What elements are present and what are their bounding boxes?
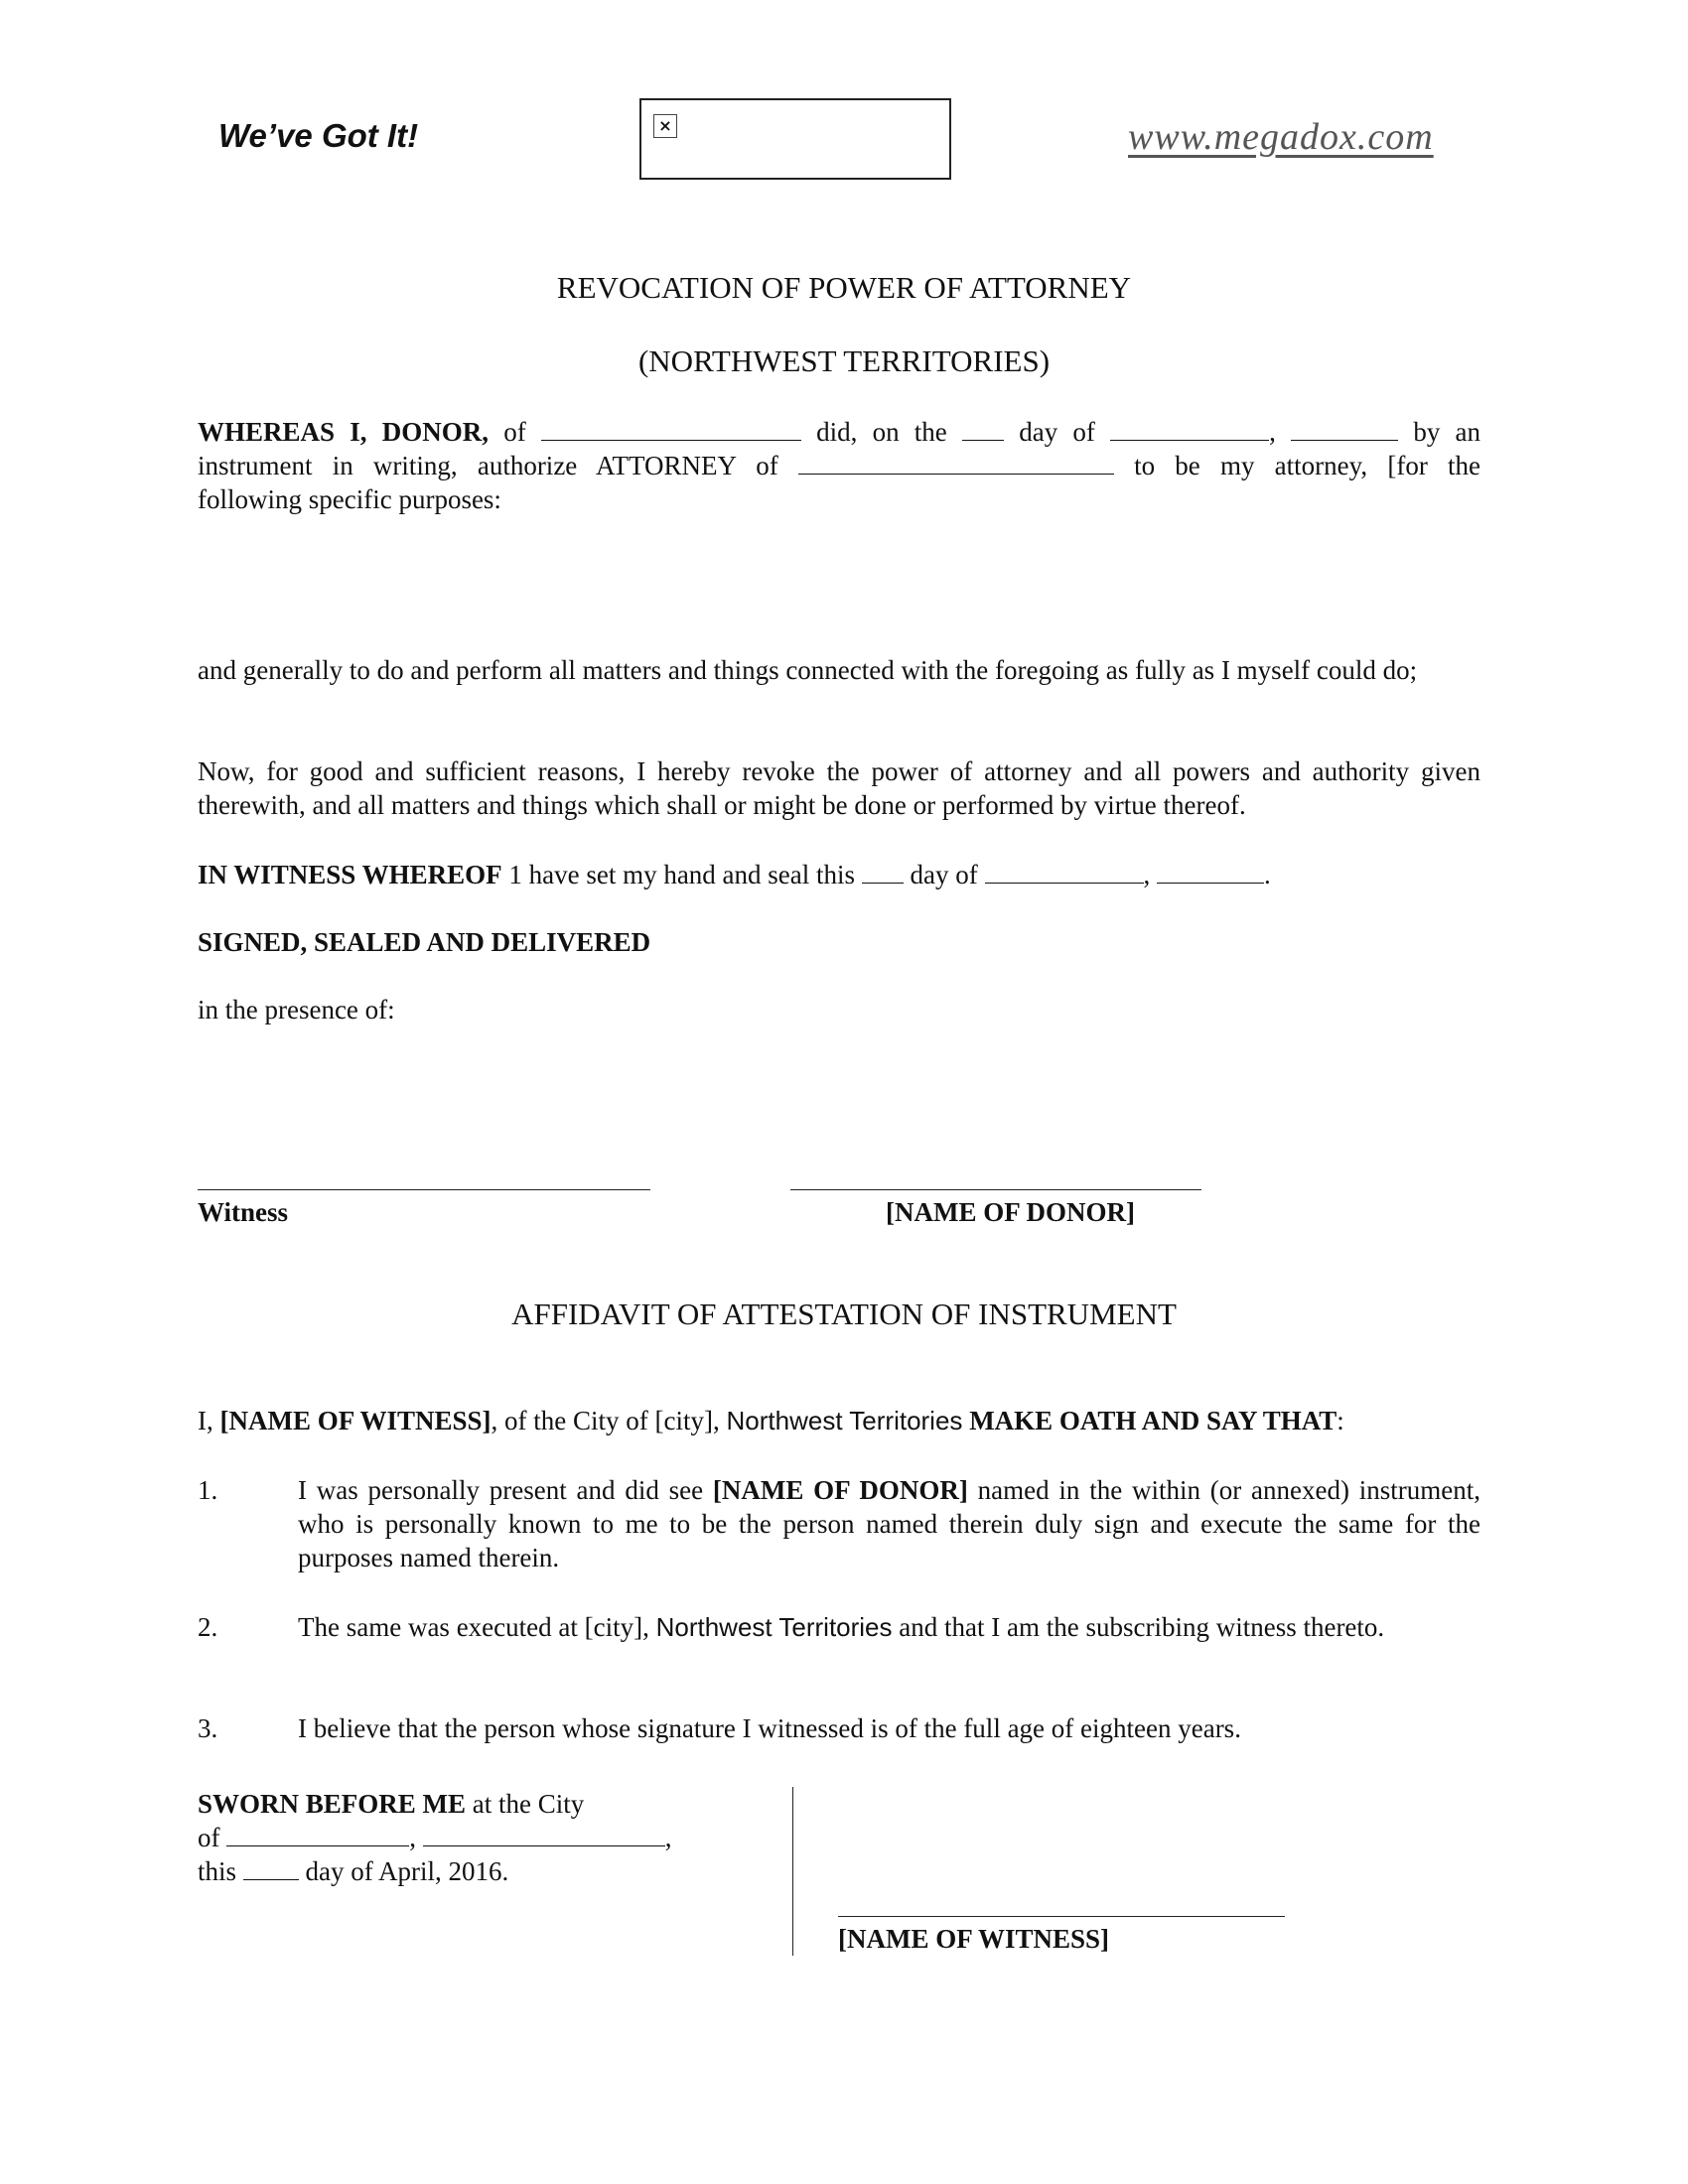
sworn-province-blank[interactable] <box>423 1822 665 1846</box>
year-blank[interactable] <box>1291 416 1398 441</box>
whereas-line-2: instrument in writing, authorize ATTORNEY of to be my attorney, [for the <box>198 451 1481 480</box>
whereas-line-3: following specific purposes: <box>198 484 501 514</box>
sworn-day-blank[interactable] <box>243 1855 299 1880</box>
witness-year-blank[interactable] <box>1157 859 1264 884</box>
witness-name-label: [NAME OF WITNESS] <box>838 1924 1110 1954</box>
generally-paragraph: and generally to do and perform all matters and things connected with the foregoing as fully as I myself could do; <box>198 655 1418 685</box>
document-subtitle: (NORTHWEST TERRITORIES) <box>637 343 1051 378</box>
item-number: 3. <box>198 1713 218 1743</box>
affidavit-item-3: I believe that the person whose signature I witnessed is of the full age of eighteen years. <box>298 1713 1241 1743</box>
witness-signature-line[interactable] <box>198 1189 650 1190</box>
attorney-address-blank[interactable] <box>798 450 1114 475</box>
witness-clause: IN WITNESS WHEREOF 1 have set my hand and seal this day of , . <box>198 860 1271 889</box>
affidavit-title: AFFIDAVIT OF ATTESTATION OF INSTRUMENT <box>511 1297 1177 1331</box>
witness-label: Witness <box>198 1197 289 1227</box>
donor-label: [NAME OF DONOR] <box>886 1197 1135 1227</box>
item-number: 2. <box>198 1612 218 1642</box>
sworn-city-blank[interactable] <box>226 1822 409 1846</box>
whereas-line-1: WHEREAS I, DONOR, of did, on the day of , by an <box>198 417 1481 447</box>
witness-affidavit-signature-line[interactable] <box>838 1916 1285 1917</box>
donor-signature-line[interactable] <box>790 1189 1201 1190</box>
document-title: REVOCATION OF POWER OF ATTORNEY <box>556 270 1132 305</box>
affidavit-item-2: The same was executed at [city], Northwest Territories and that I am the subscribing witness thereto. <box>298 1612 1385 1642</box>
website-link[interactable]: www.megadox.com <box>1128 116 1434 158</box>
affidavit-item-1: I was personally present and did see [NAME OF DONOR] named in the within (or annexed) instrument, who is personally known to me to be the person named therein duly sign and execute the same for the purposes named therein. <box>298 1475 1480 1572</box>
revoke-paragraph: Now, for good and sufficient reasons, I hereby revoke the power of attorney and all powers and authority given therewith, and all matters and things which shall or might be done or performed by virtue thereof. <box>198 756 1480 820</box>
broken-image-icon: × <box>653 114 677 138</box>
affidavit-intro: I, [NAME OF WITNESS], of the City of [city], Northwest Territories MAKE OATH AND SAY THAT: <box>198 1406 1344 1435</box>
signed-heading: SIGNED, SEALED AND DELIVERED <box>198 927 651 957</box>
donor-address-blank[interactable] <box>541 416 801 441</box>
brand-slogan: We’ve Got It! <box>218 117 419 154</box>
whereas-lead: WHEREAS I, DONOR, <box>198 417 489 447</box>
witness-day-blank[interactable] <box>862 859 904 884</box>
presence-text: in the presence of: <box>198 995 395 1024</box>
month-blank[interactable] <box>1110 416 1269 441</box>
logo-placeholder <box>639 98 951 180</box>
witness-month-blank[interactable] <box>985 859 1144 884</box>
day-blank[interactable] <box>962 416 1004 441</box>
column-divider <box>792 1787 793 1956</box>
whereas-paragraph <box>198 415 1480 516</box>
sworn-block: SWORN BEFORE ME at the City of , , this day of April, 2016. <box>198 1789 672 1886</box>
item-number: 1. <box>198 1475 218 1505</box>
